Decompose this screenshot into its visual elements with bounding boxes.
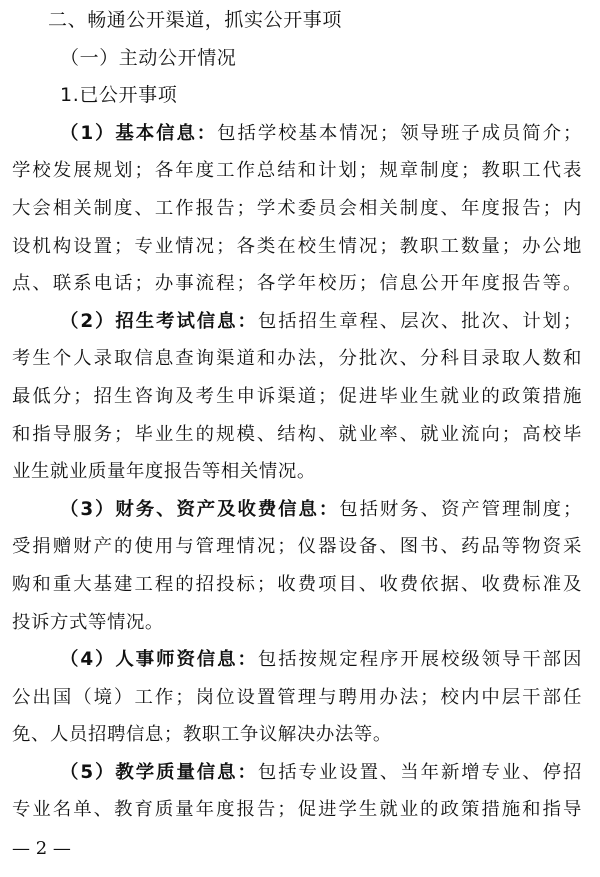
page-number: — 2 — [12, 838, 71, 859]
paragraph-line: （3）财务、资产及收费信息：包括财务、资产管理制度； [60, 498, 582, 520]
paragraph-basic-info [12, 115, 582, 303]
paragraph-line: 专业名单、教育质量年度报告；促进学生就业的政策措施和指导 [12, 799, 582, 821]
paragraph-line: （2）招生考试信息：包括招生章程、层次、批次、计划； [60, 310, 582, 332]
paragraph-line: 点、联系电话；办事流程；各学年校历；信息公开年度报告等。 [12, 273, 582, 295]
item-label: （4）人事师资信息： [60, 649, 258, 671]
paragraph-line: 最低分；招生咨询及考生申诉渠道；促进毕业生就业的政策措施 [12, 385, 582, 407]
paragraph-line: 免、人员招聘信息；教职工争议解决办法等。 [12, 724, 392, 746]
paragraph-teaching-quality-info [12, 754, 582, 829]
item-label: （2）招生考试信息： [60, 310, 258, 332]
paragraph-finance-info [12, 491, 582, 641]
paragraph-admission-info [12, 303, 582, 491]
document-body [12, 2, 582, 829]
paragraph-personnel-info [12, 641, 582, 754]
paragraph-line: 考生个人录取信息查询渠道和办法，分批次、分科目录取人数和 [12, 348, 582, 370]
item-label: （1）基本信息： [60, 122, 218, 144]
subsection-heading: （一）主动公开情况 [60, 46, 237, 69]
paragraph-line: 购和重大基建工程的招投标；收费项目、收费依据、收费标准及 [12, 573, 582, 595]
paragraph-line: 公出国（境）工作；岗位设置管理与聘用办法；校内中层干部任 [12, 686, 582, 708]
paragraph-line: 业生就业质量年度报告等相关情况。 [12, 461, 316, 483]
item-label: （5）教学质量信息： [60, 761, 258, 783]
paragraph-line: （5）教学质量信息：包括专业设置、当年新增专业、停招 [60, 761, 582, 783]
paragraph-line: 学校发展规划；各年度工作总结和计划；规章制度；教职工代表 [12, 160, 582, 182]
paragraph-line: 设机构设置；专业情况；各类在校生情况；教职工数量；办公地 [12, 235, 582, 257]
item-label: （3）财务、资产及收费信息： [60, 498, 340, 520]
section-heading: 二、畅通公开渠道，抓实公开事项 [48, 9, 343, 31]
subsubsection-heading: 1.已公开事项 [60, 84, 178, 107]
paragraph-line: 受捐赠财产的使用与管理情况；仪器设备、图书、药品等物资采 [12, 536, 582, 558]
paragraph-line: 和指导服务；毕业生的规模、结构、就业率、就业流向；高校毕 [12, 423, 582, 445]
paragraph-line: 大会相关制度、工作报告；学术委员会相关制度、年度报告；内 [12, 197, 582, 219]
paragraph-line: 投诉方式等情况。 [12, 611, 164, 633]
paragraph-line: （4）人事师资信息：包括按规定程序开展校级领导干部因 [60, 649, 582, 671]
paragraph-line: （1）基本信息：包括学校基本情况；领导班子成员简介； [60, 122, 582, 144]
